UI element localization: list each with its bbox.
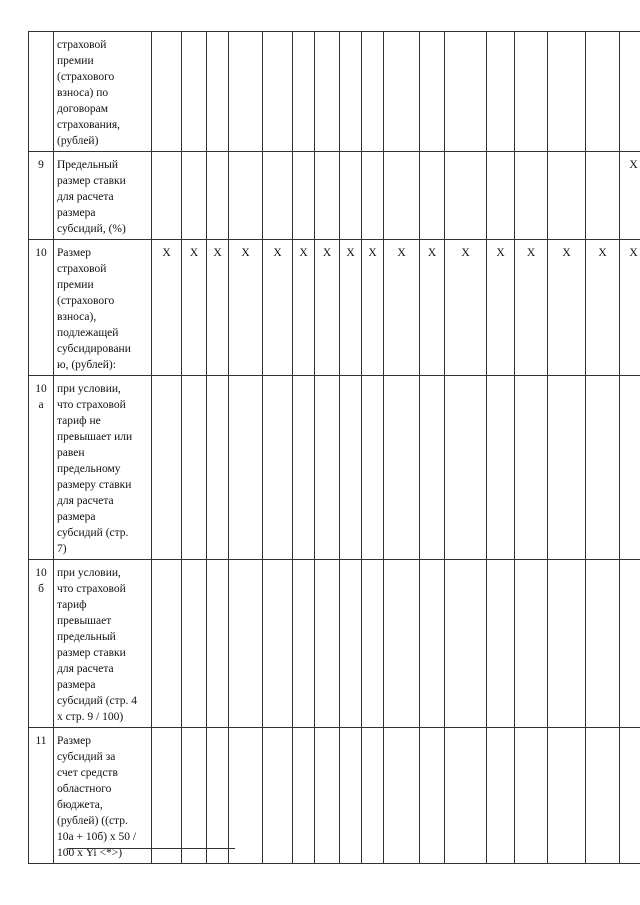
table-cell — [420, 560, 445, 728]
row-description: при условии, что страховой тариф превышает предельный размер ставки для расчета размера субсидий (стр. 4 х стр. 9 / 100) — [54, 560, 152, 728]
row-number: 11 — [29, 728, 54, 864]
table-cell — [207, 376, 229, 560]
table-cell — [548, 560, 586, 728]
table-cell — [229, 32, 263, 152]
row-number — [29, 32, 54, 152]
table-row — [29, 560, 640, 728]
table-cell — [182, 728, 207, 864]
table-cell — [293, 376, 315, 560]
row-description: Предельный размер ставки для расчета размера субсидий, (%) — [54, 152, 152, 240]
table-cell — [548, 32, 586, 152]
table-cell — [487, 560, 515, 728]
table-cell — [293, 152, 315, 240]
table-cell — [362, 32, 384, 152]
table-cell: X — [315, 240, 340, 376]
footnote-separator — [67, 848, 235, 849]
table-cell — [586, 32, 620, 152]
table-cell — [420, 152, 445, 240]
table-cell — [384, 376, 420, 560]
table-cell: X — [384, 240, 420, 376]
table-cell — [340, 560, 362, 728]
table-cell — [152, 728, 182, 864]
table-cell — [315, 728, 340, 864]
table-cell — [293, 32, 315, 152]
table-cell — [315, 152, 340, 240]
table-cell: X — [620, 240, 640, 376]
table-cell — [420, 376, 445, 560]
table-cell — [487, 32, 515, 152]
table-cell — [445, 376, 487, 560]
subsidy-table — [28, 31, 640, 864]
table-cell: X — [293, 240, 315, 376]
table-cell — [229, 560, 263, 728]
table-cell: X — [182, 240, 207, 376]
table-cell — [515, 32, 548, 152]
table-cell — [152, 152, 182, 240]
table-cell — [384, 560, 420, 728]
table-cell — [263, 32, 293, 152]
row-number: 10 а — [29, 376, 54, 560]
table-cell — [548, 152, 586, 240]
table-cell — [548, 728, 586, 864]
table-cell — [487, 376, 515, 560]
table-cell: X — [586, 240, 620, 376]
table-cell — [182, 376, 207, 560]
table-cell — [384, 152, 420, 240]
table-cell — [487, 152, 515, 240]
table-cell — [315, 32, 340, 152]
table-cell: X — [362, 240, 384, 376]
table-cell: X — [487, 240, 515, 376]
row-number: 10 — [29, 240, 54, 376]
row-description: Размер страховой премии (страхового взноса), подлежащей субсидировани ю, (рублей): — [54, 240, 152, 376]
table-cell: X — [340, 240, 362, 376]
table-row — [29, 32, 640, 152]
table-cell — [152, 32, 182, 152]
table-cell — [362, 376, 384, 560]
table-cell — [207, 728, 229, 864]
table-cell — [515, 728, 548, 864]
table-cell — [362, 728, 384, 864]
table-cell — [229, 152, 263, 240]
row-description: страховой премии (страхового взноса) по договорам страхования, (рублей) — [54, 32, 152, 152]
table-cell — [548, 376, 586, 560]
table-row — [29, 376, 640, 560]
table-cell — [515, 560, 548, 728]
table-cell: X — [263, 240, 293, 376]
table-cell: X — [207, 240, 229, 376]
table-cell: X — [515, 240, 548, 376]
table-cell — [445, 560, 487, 728]
table-cell: X — [548, 240, 586, 376]
table-cell — [420, 32, 445, 152]
table-cell — [340, 376, 362, 560]
table-cell — [207, 152, 229, 240]
table-cell — [620, 728, 640, 864]
table-row — [29, 152, 640, 240]
table-cell — [207, 560, 229, 728]
table-cell — [384, 32, 420, 152]
table-cell — [182, 32, 207, 152]
table-cell — [515, 152, 548, 240]
table-cell: X — [420, 240, 445, 376]
table-cell — [293, 728, 315, 864]
row-description: Размер субсидий за счет средств областного бюджета, (рублей) ((стр. 10а + 10б) х 50 / 100 х Yi <*>) — [54, 728, 152, 864]
table-cell — [620, 32, 640, 152]
table-cell — [445, 152, 487, 240]
table-cell — [340, 32, 362, 152]
table-cell — [263, 152, 293, 240]
table-cell — [229, 728, 263, 864]
table-cell — [620, 560, 640, 728]
table-cell — [182, 560, 207, 728]
table-cell — [586, 376, 620, 560]
table-cell — [152, 560, 182, 728]
table-cell: X — [445, 240, 487, 376]
table-cell — [586, 728, 620, 864]
table-cell — [340, 728, 362, 864]
table-cell — [263, 560, 293, 728]
table-cell — [445, 728, 487, 864]
table-cell — [293, 560, 315, 728]
table-cell — [152, 376, 182, 560]
table-cell: X — [152, 240, 182, 376]
table-cell — [229, 376, 263, 560]
table-cell — [420, 728, 445, 864]
row-number: 10 б — [29, 560, 54, 728]
table-row — [29, 240, 640, 376]
table-cell — [263, 728, 293, 864]
table-cell: X — [620, 152, 640, 240]
table-cell — [182, 152, 207, 240]
table-cell — [362, 560, 384, 728]
table-cell — [620, 376, 640, 560]
table-cell — [207, 32, 229, 152]
table-cell — [340, 152, 362, 240]
row-description: при условии, что страховой тариф не превышает или равен предельному размеру ставки для расчета размера субсидий (стр. 7) — [54, 376, 152, 560]
table-cell — [487, 728, 515, 864]
table-cell — [384, 728, 420, 864]
table-cell — [362, 152, 384, 240]
table-cell — [586, 560, 620, 728]
table-cell — [586, 152, 620, 240]
table-cell — [515, 376, 548, 560]
row-number: 9 — [29, 152, 54, 240]
table-row — [29, 728, 640, 864]
table-cell — [263, 376, 293, 560]
table-cell — [315, 560, 340, 728]
table-cell — [315, 376, 340, 560]
table-cell — [445, 32, 487, 152]
table-cell: X — [229, 240, 263, 376]
